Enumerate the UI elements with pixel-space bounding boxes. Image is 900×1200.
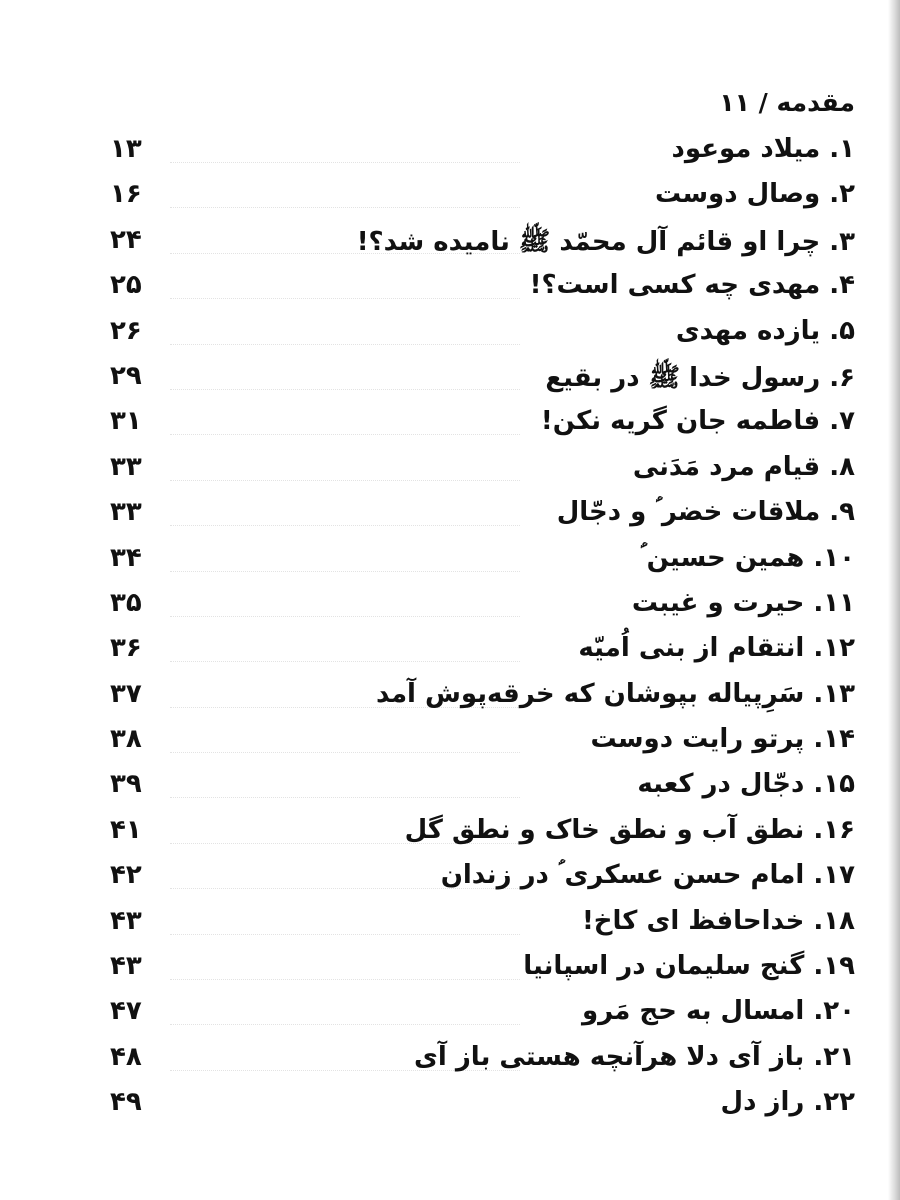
toc-page-number: ۳۳ bbox=[110, 451, 142, 482]
toc-entry bbox=[0, 765, 900, 810]
dot-leader bbox=[170, 571, 520, 572]
toc-entry bbox=[0, 448, 900, 493]
dot-leader bbox=[170, 934, 520, 935]
toc-entry bbox=[0, 675, 900, 720]
dot-leader bbox=[170, 525, 520, 526]
toc-title: ۲۰. امسال به حج مَرو bbox=[581, 996, 855, 1027]
dot-leader bbox=[170, 752, 520, 753]
dot-leader bbox=[170, 661, 520, 662]
dot-leader bbox=[170, 1024, 520, 1025]
toc-page-number: ۳۳ bbox=[110, 497, 142, 528]
toc-title: ۳. چرا او قائم آل محمّد ﷺ نامیده شد؟! bbox=[356, 226, 855, 257]
toc-entry bbox=[0, 811, 900, 856]
toc-page-number: ۲۹ bbox=[110, 360, 142, 391]
dot-leader bbox=[170, 207, 520, 208]
toc-page-number: ۳۸ bbox=[110, 724, 142, 755]
toc-page-number: ۴۷ bbox=[110, 996, 142, 1027]
toc-entry bbox=[0, 312, 900, 357]
page-edge-shadow bbox=[888, 0, 900, 1200]
dot-leader bbox=[170, 162, 520, 163]
toc-entry bbox=[0, 1083, 900, 1128]
toc-entry bbox=[0, 357, 900, 402]
toc-entry bbox=[0, 720, 900, 765]
toc-title: ۱۰. همین حسین ؑ bbox=[640, 542, 855, 573]
dot-leader bbox=[170, 298, 520, 299]
toc-title: ۱۸. خداحافظ ای کاخ! bbox=[581, 905, 855, 936]
toc-entry bbox=[0, 266, 900, 311]
toc-title: ۱۴. پرتو رایت دوست bbox=[590, 724, 855, 755]
toc-title: ۱۷. امام حسن عسکری ؑ در زندان bbox=[440, 860, 855, 891]
toc-entry bbox=[0, 493, 900, 538]
toc-entry bbox=[0, 539, 900, 584]
dot-leader bbox=[170, 389, 520, 390]
toc-page-number: ۴۱ bbox=[110, 814, 142, 845]
dot-leader bbox=[170, 797, 520, 798]
dot-leader bbox=[170, 480, 520, 481]
toc-page-number: ۲۶ bbox=[110, 315, 142, 346]
toc-page-number: ۴۹ bbox=[110, 1087, 142, 1118]
toc-page-number: ۴۳ bbox=[110, 951, 142, 982]
intro-separator: / bbox=[758, 88, 768, 117]
toc-title: ۱۱. حیرت و غیبت bbox=[631, 587, 855, 618]
toc-title: ۸. قیام مرد مَدَنی bbox=[632, 451, 855, 482]
toc-title: ۲. وصال دوست bbox=[654, 179, 855, 210]
toc-page-number: ۳۵ bbox=[110, 587, 142, 618]
intro-entry bbox=[719, 88, 855, 117]
toc-title: ۶. رسول خدا ﷺ در بقیع bbox=[545, 362, 855, 393]
toc-list bbox=[0, 130, 900, 1129]
toc-title: ۱۹. گنج سلیمان در اسپانیا bbox=[523, 951, 855, 982]
toc-entry bbox=[0, 856, 900, 901]
toc-page-number: ۲۴ bbox=[110, 224, 142, 255]
toc-title: ۱. میلاد موعود bbox=[671, 134, 855, 164]
toc-title: ۱۲. انتقام از بنی اُمیّه bbox=[578, 633, 855, 664]
dot-leader bbox=[170, 434, 520, 435]
toc-page-number: ۴۸ bbox=[110, 1041, 142, 1072]
toc-title: ۲۲. راز دل bbox=[720, 1087, 855, 1118]
toc-page-number: ۲۵ bbox=[110, 270, 142, 301]
toc-page-number: ۳۴ bbox=[110, 542, 142, 573]
toc-entry bbox=[0, 629, 900, 674]
toc-page-number: ۳۶ bbox=[110, 633, 142, 664]
toc-entry bbox=[0, 902, 900, 947]
toc-page-number: ۱۶ bbox=[110, 179, 142, 210]
intro-label: مقدمه bbox=[776, 88, 855, 117]
toc-title: ۵. یازده مهدی bbox=[675, 315, 855, 346]
toc-title: ۱۶. نطق آب و نطق خاک و نطق گل bbox=[404, 814, 855, 845]
toc-entry bbox=[0, 221, 900, 266]
toc-entry bbox=[0, 402, 900, 447]
toc-title: ۹. ملاقات خضر ؑ و دجّال bbox=[556, 497, 855, 528]
toc-title: ۱۵. دجّال در کعبه bbox=[637, 769, 855, 800]
toc-title: ۴. مهدی چه کسی است؟! bbox=[529, 270, 855, 301]
toc-page-number: ۳۹ bbox=[110, 769, 142, 800]
toc-page-number: ۱۳ bbox=[110, 134, 142, 164]
intro-page-number: ۱۱ bbox=[719, 88, 750, 117]
toc-entry bbox=[0, 175, 900, 220]
dot-leader bbox=[170, 616, 520, 617]
toc-entry bbox=[0, 947, 900, 992]
toc-entry bbox=[0, 584, 900, 629]
toc-title: ۲۱. باز آی دلا هرآنچه هستی باز آی bbox=[414, 1041, 855, 1072]
toc-page-number: ۴۳ bbox=[110, 905, 142, 936]
toc-entry bbox=[0, 130, 900, 175]
toc-title: ۷. فاطمه جان گریه نکن! bbox=[540, 406, 855, 437]
toc-entry bbox=[0, 1038, 900, 1083]
toc-page-number: ۴۲ bbox=[110, 860, 142, 891]
toc-entry bbox=[0, 992, 900, 1037]
toc-page-number: ۳۷ bbox=[110, 678, 142, 709]
toc-page-number: ۳۱ bbox=[110, 406, 142, 437]
dot-leader bbox=[170, 979, 520, 980]
toc-title: ۱۳. سَرِپیاله بپوشان که خرقه‌پوش آمد bbox=[375, 678, 855, 709]
dot-leader bbox=[170, 344, 520, 345]
